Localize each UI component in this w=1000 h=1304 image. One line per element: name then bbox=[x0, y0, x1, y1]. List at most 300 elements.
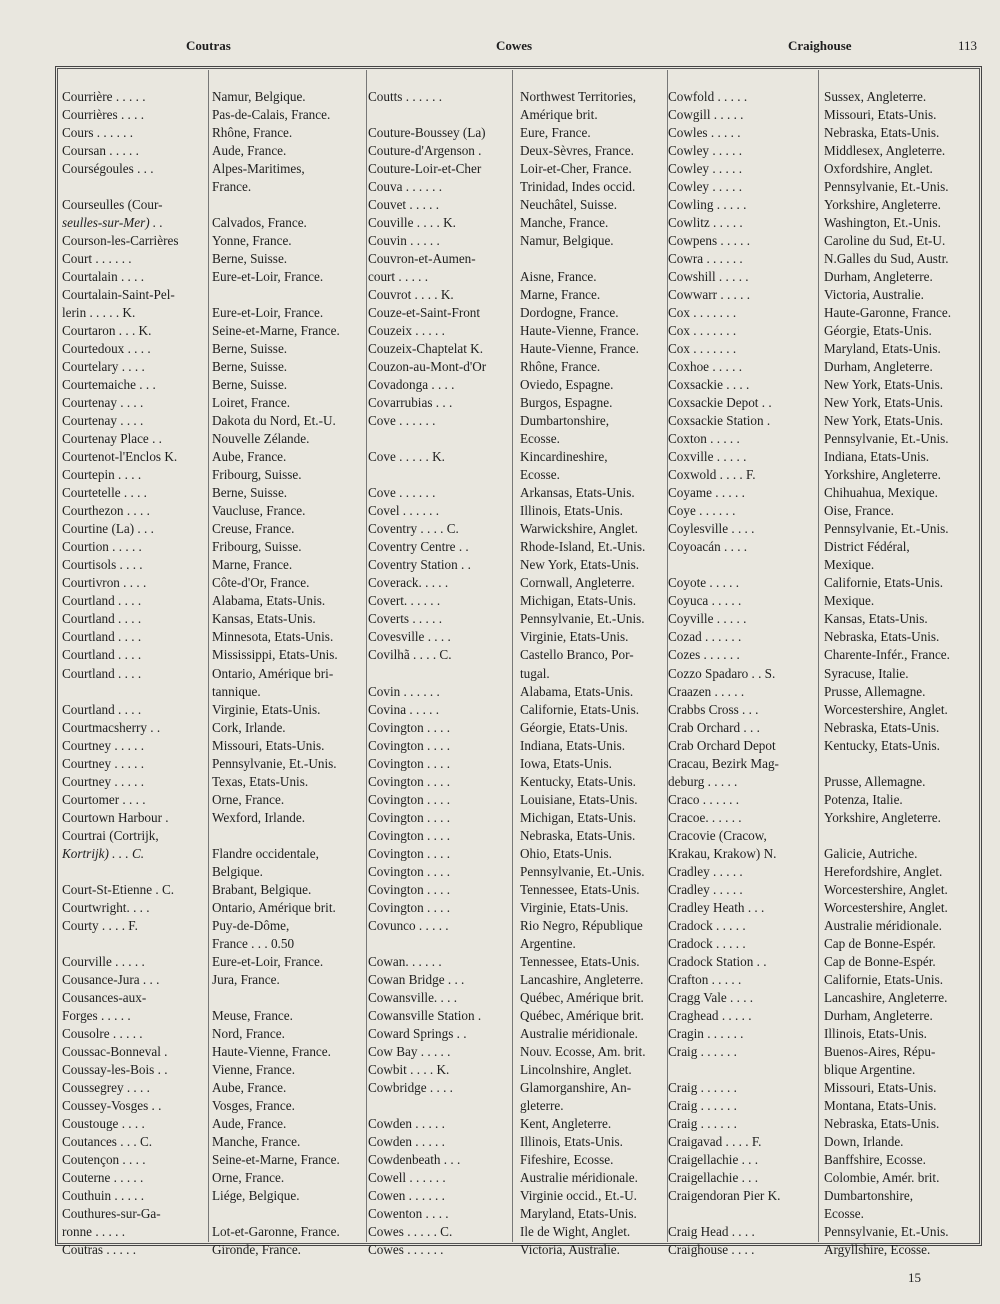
place-location: Victoria, Australie. bbox=[824, 287, 924, 303]
place-location: Berne, Suisse. bbox=[212, 251, 288, 267]
gazetteer-row bbox=[368, 1187, 664, 1205]
place-location: Cork, Irlande. bbox=[212, 719, 286, 735]
place-location: Aube, France. bbox=[212, 1079, 287, 1095]
place-location: Prusse, Allemagne. bbox=[824, 683, 926, 699]
gazetteer-row bbox=[668, 899, 978, 917]
place-name: Cracoe. . . . . . bbox=[668, 809, 742, 825]
place-location: Fifeshire, Ecosse. bbox=[520, 1151, 614, 1167]
place-location: Haute-Vienne, France. bbox=[520, 323, 639, 339]
place-name: Craig . . . . . . bbox=[668, 1043, 737, 1059]
place-location: Nebraska, Etats-Unis. bbox=[824, 719, 940, 735]
place-name: Cours . . . . . . bbox=[62, 125, 134, 141]
place-location: Virginie occid., Et.-U. bbox=[520, 1187, 637, 1203]
gazetteer-row bbox=[668, 1025, 978, 1043]
place-location: Ontario, Amérique brit. bbox=[212, 899, 336, 915]
gazetteer-row bbox=[668, 160, 978, 178]
place-name: Courthezon . . . . bbox=[62, 503, 150, 519]
place-name: Couzeix-Chaptelat K. bbox=[368, 341, 483, 357]
gazetteer-row bbox=[668, 304, 978, 322]
place-name: Craigendoran Pier K. bbox=[668, 1187, 781, 1203]
place-location: Orne, France. bbox=[212, 791, 285, 807]
place-location: Argentine. bbox=[520, 935, 576, 951]
place-location: Vienne, France. bbox=[212, 1061, 296, 1077]
place-location: Rio Negro, République bbox=[520, 917, 643, 933]
gazetteer-row bbox=[368, 881, 664, 899]
gazetteer-row bbox=[368, 845, 664, 863]
gazetteer-row bbox=[62, 755, 364, 773]
gazetteer-row bbox=[668, 538, 978, 556]
place-name: Coventry . . . . C. bbox=[368, 521, 459, 537]
place-location: Namur, Belgique. bbox=[520, 233, 614, 249]
gazetteer-row bbox=[668, 358, 978, 376]
place-name bbox=[368, 1097, 512, 1115]
place-name: Covington . . . . bbox=[368, 827, 451, 843]
place-location: Loir-et-Cher, France. bbox=[520, 161, 632, 177]
place-location: Alabama, Etats-Unis. bbox=[212, 593, 326, 609]
gazetteer-row bbox=[368, 737, 664, 755]
place-name: Courtaron . . . K. bbox=[62, 323, 152, 339]
place-location: Côte-d'Or, France. bbox=[212, 575, 310, 591]
place-location: Eure-et-Loir, France. bbox=[212, 269, 324, 285]
place-location: Michigan, Etats-Unis. bbox=[520, 809, 637, 825]
place-location: Alpes-Maritimes, bbox=[212, 161, 305, 177]
gazetteer-row bbox=[368, 1241, 664, 1259]
place-location: Lot-et-Garonne, France. bbox=[212, 1223, 340, 1239]
place-location: Vosges, France. bbox=[212, 1097, 295, 1113]
place-name: Coussey-Vosges . . bbox=[62, 1097, 162, 1113]
place-location: Wexford, Irlande. bbox=[212, 809, 306, 825]
place-location: Michigan, Etats-Unis. bbox=[520, 593, 637, 609]
place-location: Nebraska, Etats-Unis. bbox=[824, 629, 940, 645]
place-name: Cox . . . . . . . bbox=[668, 323, 737, 339]
gazetteer-row bbox=[668, 701, 978, 719]
gazetteer-row bbox=[62, 1097, 364, 1115]
place-location: Nouv. Ecosse, Am. brit. bbox=[520, 1043, 646, 1059]
place-location: Ecosse. bbox=[824, 1205, 864, 1221]
gazetteer-row bbox=[668, 1241, 978, 1259]
place-name: Craig Head . . . . bbox=[668, 1223, 755, 1239]
place-name: Courtalain-Saint-Pel- bbox=[62, 287, 175, 303]
gazetteer-row bbox=[368, 989, 664, 1007]
place-location: Cornwall, Angleterre. bbox=[520, 575, 635, 591]
place-name: Courtetelle . . . . bbox=[62, 485, 147, 501]
gazetteer-row bbox=[368, 592, 664, 610]
gazetteer-row bbox=[668, 232, 978, 250]
gazetteer-row bbox=[368, 574, 664, 592]
place-name: Courtmacsherry . . bbox=[62, 719, 161, 735]
gazetteer-column-middle bbox=[368, 88, 664, 1259]
place-name: Forges . . . . . bbox=[62, 1007, 131, 1023]
gazetteer-row bbox=[62, 160, 364, 178]
place-name: Cousance-Jura . . . bbox=[62, 971, 160, 987]
place-name: Couva . . . . . . bbox=[368, 179, 442, 195]
place-location: Mexique. bbox=[824, 593, 875, 609]
place-name: Cowwarr . . . . . bbox=[668, 287, 751, 303]
gazetteer-row bbox=[668, 376, 978, 394]
place-name: Cowdenbeath . . . bbox=[368, 1151, 461, 1167]
place-location: Lancashire, Angleterre. bbox=[520, 971, 644, 987]
place-name: Covunco . . . . . bbox=[368, 917, 449, 933]
place-name: Covina . . . . . bbox=[368, 701, 440, 717]
place-location: N.Galles du Sud, Austr. bbox=[824, 251, 949, 267]
gazetteer-row bbox=[368, 863, 664, 881]
place-name: Craig . . . . . . bbox=[668, 1079, 737, 1095]
gazetteer-row bbox=[668, 1223, 978, 1241]
place-location: Worcestershire, Anglet. bbox=[824, 881, 948, 897]
place-name: Cove . . . . . K. bbox=[368, 449, 445, 465]
place-name: Coxsackie Depot . . bbox=[668, 395, 772, 411]
gazetteer-row bbox=[62, 1241, 364, 1259]
place-location: Oviedo, Espagne. bbox=[520, 377, 614, 393]
place-name: Covington . . . . bbox=[368, 881, 451, 897]
place-name: Cowgill . . . . . bbox=[668, 107, 744, 123]
gazetteer-row bbox=[368, 556, 664, 574]
place-location: Glamorganshire, An- bbox=[520, 1079, 632, 1095]
place-location bbox=[816, 755, 824, 773]
gazetteer-row bbox=[668, 683, 978, 701]
place-name: Covin . . . . . . bbox=[368, 683, 440, 699]
gazetteer-row bbox=[668, 1115, 978, 1133]
place-location: Charente-Infér., France. bbox=[824, 647, 950, 663]
place-location: Haute-Vienne, France. bbox=[520, 341, 639, 357]
place-location: Arkansas, Etats-Unis. bbox=[520, 485, 635, 501]
gazetteer-row bbox=[368, 214, 664, 232]
gazetteer-row bbox=[368, 196, 664, 214]
place-location: Dordogne, France. bbox=[520, 305, 619, 321]
place-name: Cousances-aux- bbox=[62, 989, 147, 1005]
place-name bbox=[668, 1061, 816, 1079]
gazetteer-row bbox=[62, 268, 364, 286]
place-name: Cowfold . . . . . bbox=[668, 89, 748, 104]
place-name: Cowenton . . . . bbox=[368, 1205, 449, 1221]
place-name: Cowra . . . . . . bbox=[668, 251, 743, 267]
gazetteer-row bbox=[62, 845, 364, 863]
gazetteer-row bbox=[368, 701, 664, 719]
place-name: Cozzo Spadaro . . S. bbox=[668, 665, 776, 681]
place-location: Haute-Vienne, France. bbox=[212, 1043, 331, 1059]
gazetteer-row bbox=[368, 827, 664, 845]
gazetteer-row bbox=[668, 466, 978, 484]
place-name: Courtenay . . . . bbox=[62, 395, 144, 411]
place-location: France. bbox=[212, 179, 252, 195]
gazetteer-row bbox=[368, 124, 664, 142]
place-name: Courtland . . . . bbox=[62, 629, 142, 645]
place-location: Virginie, Etats-Unis. bbox=[520, 899, 629, 915]
place-name: Cox . . . . . . . bbox=[668, 305, 737, 321]
place-name: Couze-et-Saint-Front bbox=[368, 305, 481, 321]
gazetteer-row bbox=[668, 953, 978, 971]
place-location: Berne, Suisse. bbox=[212, 341, 288, 357]
gazetteer-row bbox=[62, 1079, 364, 1097]
place-location: Tennessee, Etats-Unis. bbox=[520, 953, 640, 969]
place-location: Québec, Amérique brit. bbox=[520, 989, 644, 1005]
place-location: Amérique brit. bbox=[520, 107, 598, 123]
place-location: Warwickshire, Anglet. bbox=[520, 521, 638, 537]
place-name: Craig . . . . . . bbox=[668, 1097, 737, 1113]
place-location: Rhône, France. bbox=[520, 359, 601, 375]
place-location: Fribourg, Suisse. bbox=[212, 467, 302, 483]
gazetteer-row bbox=[62, 863, 364, 881]
gazetteer-row bbox=[368, 755, 664, 773]
gazetteer-row bbox=[368, 394, 664, 412]
place-name: Coverts . . . . . bbox=[368, 611, 442, 627]
gazetteer-row bbox=[62, 466, 364, 484]
place-location: Chihuahua, Mexique. bbox=[824, 485, 938, 501]
place-location: Missouri, Etats-Unis. bbox=[212, 737, 325, 753]
place-location: tugal. bbox=[520, 665, 550, 681]
gazetteer-row bbox=[668, 1205, 978, 1223]
gazetteer-row bbox=[62, 881, 364, 899]
gazetteer-row bbox=[368, 899, 664, 917]
place-name: Crab Orchard Depot bbox=[668, 737, 776, 753]
place-name: Coutençon . . . . bbox=[62, 1151, 146, 1167]
place-location: Mexique. bbox=[824, 557, 875, 573]
gazetteer-row bbox=[368, 430, 664, 448]
place-location: Alabama, Etats-Unis. bbox=[520, 683, 634, 699]
place-location: Australie méridionale. bbox=[520, 1169, 638, 1185]
place-location: New York, Etats-Unis. bbox=[520, 557, 640, 573]
place-location: Montana, Etats-Unis. bbox=[824, 1097, 937, 1113]
place-name: Cowden . . . . . bbox=[368, 1115, 445, 1131]
place-location: Québec, Amérique brit. bbox=[520, 1007, 644, 1023]
place-location: Virginie, Etats-Unis. bbox=[212, 701, 321, 717]
place-location: blique Argentine. bbox=[824, 1061, 916, 1077]
gazetteer-row bbox=[668, 917, 978, 935]
place-location: tannique. bbox=[212, 683, 261, 699]
gazetteer-row bbox=[368, 1043, 664, 1061]
gazetteer-row bbox=[368, 358, 664, 376]
place-location bbox=[204, 1205, 212, 1223]
place-name: Covadonga . . . . bbox=[368, 377, 455, 393]
gazetteer-row bbox=[668, 989, 978, 1007]
place-name: Cowden . . . . . bbox=[368, 1133, 445, 1149]
gazetteer-row bbox=[368, 791, 664, 809]
gazetteer-row bbox=[668, 809, 978, 827]
gazetteer-row bbox=[668, 646, 978, 664]
place-location: Cap de Bonne-Espér. bbox=[824, 953, 936, 969]
gazetteer-row bbox=[368, 286, 664, 304]
place-location: Creuse, France. bbox=[212, 521, 295, 537]
place-name: Couvin . . . . . bbox=[368, 233, 440, 249]
gazetteer-row bbox=[368, 142, 664, 160]
gazetteer-row bbox=[668, 412, 978, 430]
header-last-entry: Craighouse bbox=[788, 38, 852, 53]
place-name: Krakau, Krakow) N. bbox=[668, 845, 777, 861]
place-location: Berne, Suisse. bbox=[212, 485, 288, 501]
gazetteer-row bbox=[368, 953, 664, 971]
place-location: Géorgie, Etats-Unis. bbox=[520, 719, 628, 735]
place-location: Belgique. bbox=[212, 863, 263, 879]
place-location: Berne, Suisse. bbox=[212, 359, 288, 375]
place-location: Yorkshire, Angleterre. bbox=[824, 809, 941, 825]
place-location: Aude, France. bbox=[212, 1115, 287, 1131]
gazetteer-row bbox=[368, 646, 664, 664]
gazetteer-row bbox=[368, 538, 664, 556]
place-location: Aude, France. bbox=[212, 143, 287, 159]
place-location: Middlesex, Angleterre. bbox=[824, 143, 946, 159]
gazetteer-row bbox=[668, 863, 978, 881]
place-name: Courtney . . . . . bbox=[62, 737, 145, 753]
place-location: Mississippi, Etats-Unis. bbox=[212, 647, 338, 663]
place-name: Coxwold . . . . F. bbox=[668, 467, 756, 483]
place-name: Courtney . . . . . bbox=[62, 773, 145, 789]
gazetteer-row bbox=[668, 178, 978, 196]
place-location: Géorgie, Etats-Unis. bbox=[824, 323, 932, 339]
place-location: Pennsylvanie, Et.-Unis. bbox=[520, 611, 645, 627]
gazetteer-row bbox=[668, 628, 978, 646]
place-name: Crabbs Cross . . . bbox=[668, 701, 759, 717]
place-location: Down, Irlande. bbox=[824, 1133, 904, 1149]
place-location: Australie méridionale. bbox=[520, 1025, 638, 1041]
place-location: Ecosse. bbox=[520, 431, 560, 447]
place-location: Washington, Et.-Unis. bbox=[824, 215, 941, 231]
place-location bbox=[512, 250, 520, 268]
place-location: Indiana, Etats-Unis. bbox=[824, 449, 930, 465]
place-name: Coyame . . . . . bbox=[668, 485, 745, 501]
place-name: Couzon-au-Mont-d'Or bbox=[368, 359, 487, 375]
column-rule bbox=[366, 70, 367, 1242]
place-name: Cowell . . . . . . bbox=[368, 1169, 446, 1185]
place-location: Marne, France. bbox=[212, 557, 293, 573]
place-name: Court . . . . . . bbox=[62, 251, 132, 267]
place-location: District Fédéral, bbox=[824, 539, 910, 555]
place-name: Couvrot . . . . K. bbox=[368, 287, 454, 303]
place-name bbox=[668, 556, 816, 574]
gazetteer-row bbox=[62, 1223, 364, 1241]
place-name: Cozes . . . . . . bbox=[668, 647, 740, 663]
header-middle-entry: Cowes bbox=[496, 38, 533, 53]
gazetteer-row bbox=[368, 971, 664, 989]
gazetteer-row bbox=[62, 574, 364, 592]
place-name: Cradley . . . . . bbox=[668, 881, 743, 897]
place-location: Deux-Sèvres, France. bbox=[520, 143, 634, 159]
place-location: Marne, France. bbox=[520, 287, 601, 303]
gazetteer-row bbox=[668, 484, 978, 502]
gazetteer-row bbox=[368, 88, 664, 106]
place-location: Durham, Angleterre. bbox=[824, 359, 933, 375]
place-name: Couthures-sur-Ga- bbox=[62, 1205, 161, 1221]
place-name: Cradock . . . . . bbox=[668, 935, 746, 951]
gazetteer-row bbox=[62, 196, 364, 214]
gazetteer-row bbox=[62, 1115, 364, 1133]
place-location: Californie, Etats-Unis. bbox=[520, 701, 640, 717]
place-name: Coxsackie Station . bbox=[668, 413, 771, 429]
gazetteer-row bbox=[668, 610, 978, 628]
gazetteer-row bbox=[668, 719, 978, 737]
gazetteer-row bbox=[368, 268, 664, 286]
place-location: Manche, France. bbox=[212, 1133, 301, 1149]
place-name: Cragin . . . . . . bbox=[668, 1025, 744, 1041]
gazetteer-row bbox=[62, 827, 364, 845]
gazetteer-row bbox=[62, 1007, 364, 1025]
gazetteer-row bbox=[62, 935, 364, 953]
place-name: Courtisols . . . . bbox=[62, 557, 143, 573]
gazetteer-row bbox=[62, 791, 364, 809]
place-location bbox=[204, 286, 212, 304]
gazetteer-row bbox=[368, 178, 664, 196]
place-name: Courtland . . . . bbox=[62, 701, 142, 717]
place-name: Kortrijk) . . . C. bbox=[62, 845, 145, 861]
place-location: Durham, Angleterre. bbox=[824, 269, 933, 285]
place-name: Coxhoe . . . . . bbox=[668, 359, 742, 375]
place-location: Minnesota, Etats-Unis. bbox=[212, 629, 334, 645]
gazetteer-row bbox=[368, 1133, 664, 1151]
place-name: Covington . . . . bbox=[368, 719, 451, 735]
gazetteer-row bbox=[62, 610, 364, 628]
place-name: seulles-sur-Mer) . . bbox=[62, 215, 163, 231]
place-location: Pennsylvanie, Et.-Unis. bbox=[824, 1223, 949, 1239]
gazetteer-row bbox=[62, 737, 364, 755]
place-location: Northwest Territories, bbox=[520, 89, 637, 104]
place-location: Galicie, Autriche. bbox=[824, 845, 918, 861]
place-location: Sussex, Angleterre. bbox=[824, 89, 927, 104]
gazetteer-row bbox=[668, 574, 978, 592]
place-name: Covington . . . . bbox=[368, 809, 451, 825]
place-name: Covel . . . . . . bbox=[368, 503, 440, 519]
place-location: New York, Etats-Unis. bbox=[824, 395, 944, 411]
place-name bbox=[368, 106, 512, 124]
place-location: Rhône, France. bbox=[212, 125, 293, 141]
place-name: Cowling . . . . . bbox=[668, 197, 747, 213]
gazetteer-row bbox=[668, 737, 978, 755]
place-name: Courtion . . . . . bbox=[62, 539, 142, 555]
place-location: Gironde, France. bbox=[212, 1242, 301, 1257]
gazetteer-row bbox=[668, 322, 978, 340]
gazetteer-row bbox=[368, 719, 664, 737]
gazetteer-row bbox=[668, 268, 978, 286]
place-location: Kentucky, Etats-Unis. bbox=[824, 737, 940, 753]
gazetteer-row bbox=[668, 971, 978, 989]
place-name: Coyoacán . . . . bbox=[668, 539, 748, 555]
gazetteer-row bbox=[62, 683, 364, 701]
gazetteer-row bbox=[62, 1187, 364, 1205]
place-location: Aisne, France. bbox=[520, 269, 597, 285]
place-name: Covert. . . . . . bbox=[368, 593, 441, 609]
gazetteer-row bbox=[368, 809, 664, 827]
place-location: Nouvelle Zélande. bbox=[212, 431, 310, 447]
gazetteer-row bbox=[368, 683, 664, 701]
place-name: Cowshill . . . . . bbox=[668, 269, 749, 285]
place-name: Coursan . . . . . bbox=[62, 143, 139, 159]
place-name: Courtedoux . . . . bbox=[62, 341, 151, 357]
gazetteer-row bbox=[668, 1097, 978, 1115]
place-location: Prusse, Allemagne. bbox=[824, 773, 926, 789]
place-location: Indiana, Etats-Unis. bbox=[520, 737, 626, 753]
gazetteer-row bbox=[368, 484, 664, 502]
place-location: Oxfordshire, Anglet. bbox=[824, 161, 933, 177]
gazetteer-row bbox=[62, 1169, 364, 1187]
place-name: Cradley Heath . . . bbox=[668, 899, 765, 915]
place-name: Covington . . . . bbox=[368, 737, 451, 753]
place-name: Courtine (La) . . . bbox=[62, 521, 154, 537]
place-name: Coventry Station . . bbox=[368, 557, 471, 573]
place-location: Pennsylvanie, Et.-Unis. bbox=[824, 431, 949, 447]
place-name: Courrières . . . . bbox=[62, 107, 145, 123]
gazetteer-row bbox=[368, 160, 664, 178]
place-location: Namur, Belgique. bbox=[212, 89, 306, 104]
place-location: Texas, Etats-Unis. bbox=[212, 773, 309, 789]
gazetteer-row bbox=[668, 394, 978, 412]
place-location: Rhode-Island, Et.-Unis. bbox=[520, 539, 646, 555]
gazetteer-row bbox=[668, 1169, 978, 1187]
gazetteer-row bbox=[368, 232, 664, 250]
place-name: Coxville . . . . . bbox=[668, 449, 747, 465]
place-name: Couzeix . . . . . bbox=[368, 323, 445, 339]
gazetteer-row bbox=[62, 358, 364, 376]
gazetteer-row bbox=[62, 340, 364, 358]
place-location: Kincardineshire, bbox=[520, 449, 608, 465]
gazetteer-row bbox=[368, 1115, 664, 1133]
